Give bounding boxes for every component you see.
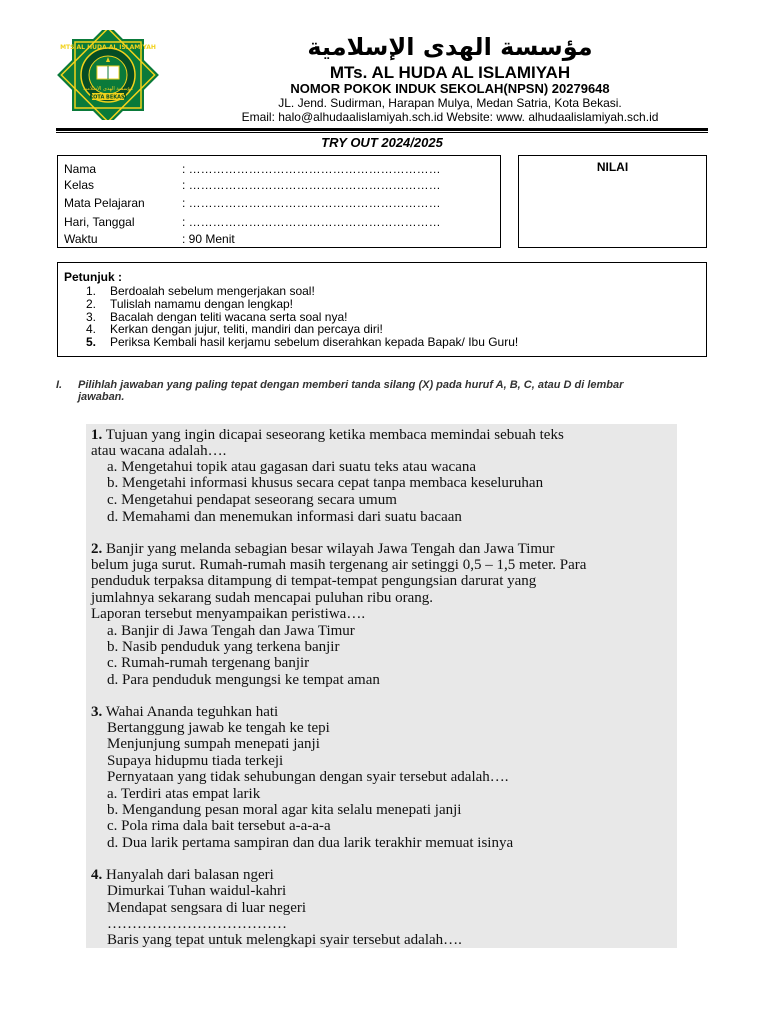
question-1-number: 1. (91, 427, 103, 443)
logo-arabic-text: مؤسسة الهدى الإسلامية (83, 86, 133, 92)
arabic-foundation-name: مؤسسة الهدى الإسلامية (307, 33, 593, 61)
question-2-stem-line5: Laporan tersebut menyampaikan peristiwa…. (91, 606, 366, 622)
identity-box (57, 155, 501, 248)
question-1-stem-line1: Tujuan yang ingin dicapai seseorang ketika membaca memindai sebuah teks (102, 427, 564, 443)
school-name: MTs. AL HUDA AL ISLAMIYAH (329, 63, 571, 82)
question-2-stem-line2: belum juga surut. Rumah-rumah masih tergenang air setinggi 0,5 – 1,5 meter. Para (91, 557, 587, 573)
question-2-stem-line3: penduduk terpaksa ditampung di tempat-tempat pengungsian darurat yang (91, 573, 537, 589)
question-1-option-c: c. Mengetahui pendapat seseorang secara umum (107, 492, 397, 508)
question-3-option-a: a. Terdiri atas empat larik (107, 786, 261, 802)
instruction-text: Kerkan dengan jujur, teliti, mandiri dan percaya diri! (110, 322, 383, 336)
instruction-number: 1. (86, 284, 97, 298)
instruction-text: Periksa Kembali hasil kerjamu sebelum diserahkan kepada Bapak/ Ibu Guru! (110, 335, 519, 349)
question-2-option-b: b. Nasib penduduk yang terkena banjir (107, 639, 340, 655)
instruction-text: Tulislah namamu dengan lengkap! (110, 297, 294, 311)
instruction-item (86, 335, 518, 349)
question-1-stem-line2: atau wacana adalah…. (91, 443, 227, 459)
identity-value: : ……………………………………………………… (182, 162, 441, 176)
questions-panel (86, 424, 677, 948)
logo-ring-text: MTS AL HUDA AL ISLAMIYAH (60, 44, 156, 51)
contact-line: Email: halo@alhudaalislamiyah.sch.id Website: www. alhudaalislamiyah.sch.id (241, 110, 659, 124)
question-3-option-b: b. Mengandung pesan moral agar kita selalu menepati janji (107, 802, 462, 818)
identity-row-hari (64, 215, 441, 229)
question-2-stem (91, 541, 555, 557)
section-number: I. (56, 379, 63, 391)
identity-label: Nama (64, 162, 97, 176)
question-4-poem-line2: Dimurkai Tuhan waidul-kahri (107, 883, 287, 899)
question-1-stem (91, 427, 564, 443)
instruction-number: 2. (86, 297, 97, 311)
instruction-number: 5. (86, 335, 97, 349)
logo-city-text: KOTA BEKASI (89, 94, 127, 101)
question-4-poem-line3: Mendapat sengsara di luar negeri (107, 900, 307, 916)
question-3-option-d: d. Dua larik pertama sampiran dan dua larik terakhir memuat isinya (107, 835, 514, 851)
question-3-poem-line1: Wahai Ananda teguhkan hati (102, 704, 279, 720)
question-2-stem-line1: Banjir yang melanda sebagian besar wilayah Jawa Tengah dan Jawa Timur (102, 541, 555, 557)
question-3-option-c: c. Pola rima dala bait tersebut a-a-a-a (107, 818, 331, 834)
question-2-option-d: d. Para penduduk mengungsi ke tempat aman (107, 672, 380, 688)
question-1-option-b: b. Mengetahi informasi khusus secara cepat tanpa membaca keseluruhan (107, 475, 544, 491)
question-1-option-d: d. Memahami dan menemukan informasi dari suatu bacaan (107, 509, 462, 525)
identity-label: Kelas (64, 178, 95, 192)
npsn-line: NOMOR POKOK INDUK SEKOLAH(NPSN) 20279648 (290, 81, 610, 96)
question-2-option-c: c. Rumah-rumah tergenang banjir (107, 655, 310, 671)
identity-value: : 90 Menit (182, 232, 235, 246)
identity-label: Mata Pelajaran (64, 196, 145, 210)
instruction-item (86, 284, 315, 298)
identity-label: Waktu (64, 232, 98, 246)
question-3-prompt: Pernyataan yang tidak sehubungan dengan syair tersebut adalah…. (107, 769, 509, 785)
instruction-text: Berdoalah sebelum mengerjakan soal! (110, 284, 315, 298)
question-3-poem-line4: Supaya hidupmu tiada terkeji (107, 753, 284, 769)
question-3-poem-line3: Menjunjung sumpah menepati janji (107, 736, 320, 752)
question-2-stem-line4: jumlahnya sekarang sudah mencapai puluhan ribu orang. (91, 590, 433, 606)
header-divider-thin (56, 132, 708, 133)
identity-value: : ……………………………………………………… (182, 196, 441, 210)
section-text-line1: Pilihlah jawaban yang paling tepat dengan memberi tanda silang (X) pada huruf A, B, C, atau D di lembar (78, 379, 624, 391)
identity-row-kelas (64, 178, 441, 192)
identity-row-waktu (64, 232, 235, 246)
section-text-line2: jawaban. (78, 391, 125, 403)
identity-row-mapel (64, 196, 441, 210)
score-label: NILAI (596, 160, 629, 174)
question-4-poem-line4: ……………………………… (107, 916, 287, 932)
question-4-poem-line1: Hanyalah dari balasan ngeri (102, 867, 274, 883)
question-3-poem-line2: Bertanggung jawab ke tengah ke tepi (107, 720, 330, 736)
question-4-prompt: Baris yang tepat untuk melengkapi syair tersebut adalah…. (107, 932, 462, 948)
instruction-item (86, 322, 383, 336)
school-logo (56, 30, 160, 120)
instructions-box (57, 262, 707, 357)
address-line: JL. Jend. Sudirman, Harapan Mulya, Medan Satria, Kota Bekasi. (278, 96, 622, 110)
question-1-option-a: a. Mengetahui topik atau gagasan dari suatu teks atau wacana (107, 459, 477, 475)
question-4-stem (91, 867, 274, 883)
section-text (78, 379, 718, 403)
header-divider-thick (56, 128, 708, 131)
instruction-number: 3. (86, 310, 97, 324)
identity-row-nama (64, 162, 441, 176)
instruction-item (86, 297, 293, 311)
question-4-number: 4. (91, 867, 103, 883)
question-3-stem (91, 704, 278, 720)
question-2-option-a: a. Banjir di Jawa Tengah dan Jawa Timur (107, 623, 355, 639)
identity-value: : ……………………………………………………… (182, 215, 441, 229)
identity-label: Hari, Tanggal (64, 215, 135, 229)
tryout-title: TRY OUT 2024/2025 (321, 135, 443, 150)
instructions-title: Petunjuk : (64, 270, 123, 284)
question-3-number: 3. (91, 704, 103, 720)
score-box (518, 155, 707, 248)
question-2-number: 2. (91, 541, 103, 557)
instruction-number: 4. (86, 322, 97, 336)
identity-value: : ……………………………………………………… (182, 178, 441, 192)
instruction-text: Bacalah dengan teliti wacana serta soal nya! (110, 310, 348, 324)
